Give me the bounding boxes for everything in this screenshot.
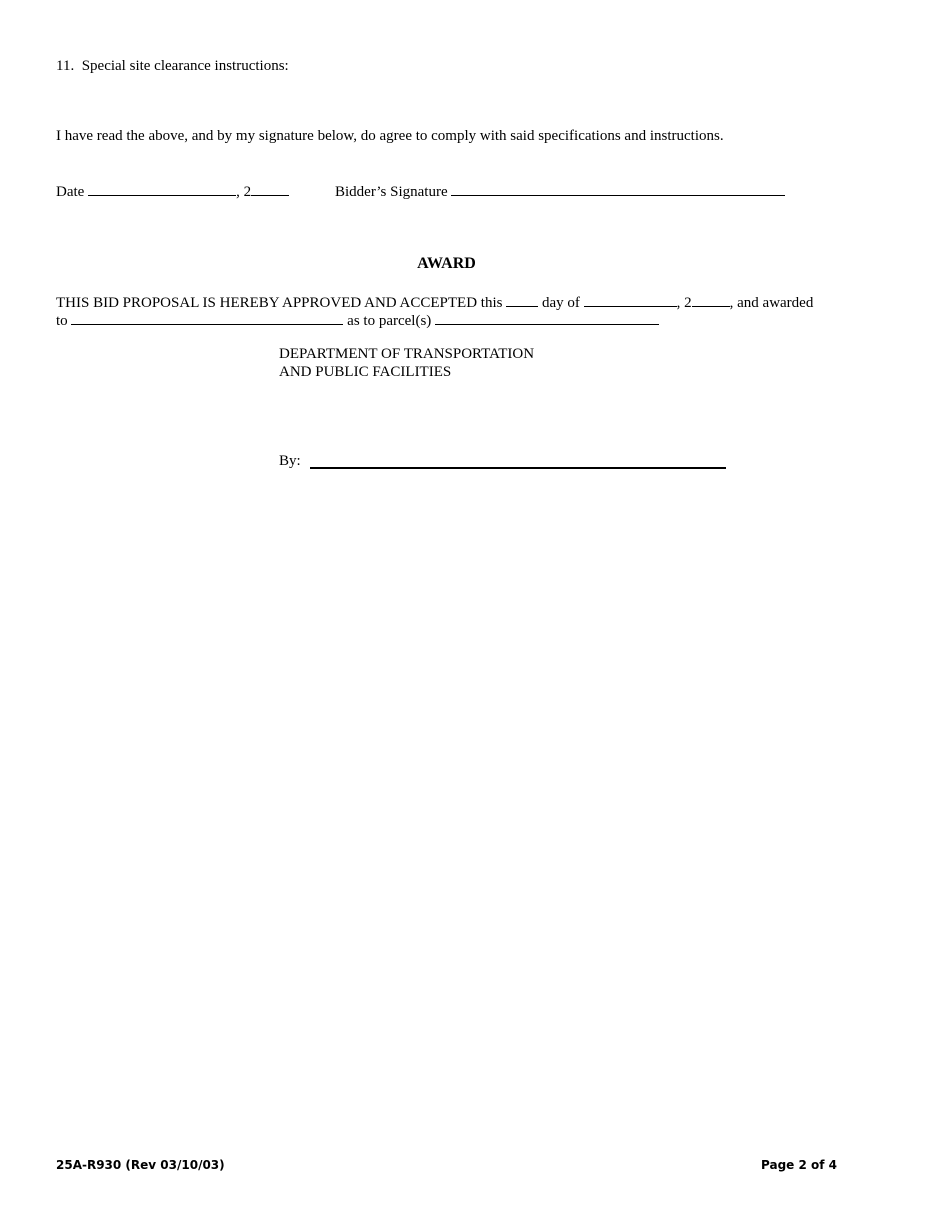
award-heading: AWARD (417, 255, 476, 272)
item-11-number: 11. (56, 58, 75, 74)
date-year-field[interactable] (251, 181, 289, 196)
bidder-signature-field[interactable] (451, 181, 785, 196)
bidder-signature-line (335, 181, 785, 201)
item-11 (56, 57, 289, 75)
and-awarded-label: , and awarded (729, 295, 814, 311)
department-line-2: AND PUBLIC FACILITIES (279, 364, 452, 380)
by-signature-field[interactable] (310, 467, 726, 469)
approval-line-2 (56, 310, 659, 330)
item-11-text: Special site clearance instructions: (81, 58, 289, 74)
approval-month-field[interactable] (584, 292, 677, 307)
footer-page-number: Page 2 of 4 (761, 1158, 837, 1172)
agreement-statement: I have read the above, and by my signature below, do agree to comply with said specifications and instructions. (56, 128, 724, 144)
approval-year-field[interactable] (692, 292, 730, 307)
bidder-signature-label: Bidder’s Signature (335, 184, 448, 200)
department-line-1: DEPARTMENT OF TRANSPORTATION (279, 346, 535, 362)
by-label: By: (279, 453, 301, 469)
approval-day-field[interactable] (506, 292, 538, 307)
approval-line-1 (56, 292, 813, 312)
parcels-label: as to parcel(s) (347, 313, 432, 329)
footer-form-id: 25A-R930 (Rev 03/10/03) (56, 1158, 225, 1172)
parcels-field[interactable] (435, 310, 659, 325)
approval-year-prefix: , 2 (676, 295, 692, 311)
approval-text: THIS BID PROPOSAL IS HEREBY APPROVED AND ACCEPTED this (56, 295, 503, 311)
date-year-prefix: , 2 (236, 184, 252, 200)
day-of-label: day of (541, 295, 580, 311)
to-label: to (56, 313, 68, 329)
awardee-field[interactable] (71, 310, 343, 325)
date-signature-line (56, 181, 289, 201)
date-field[interactable] (88, 181, 236, 196)
date-label: Date (56, 184, 85, 200)
